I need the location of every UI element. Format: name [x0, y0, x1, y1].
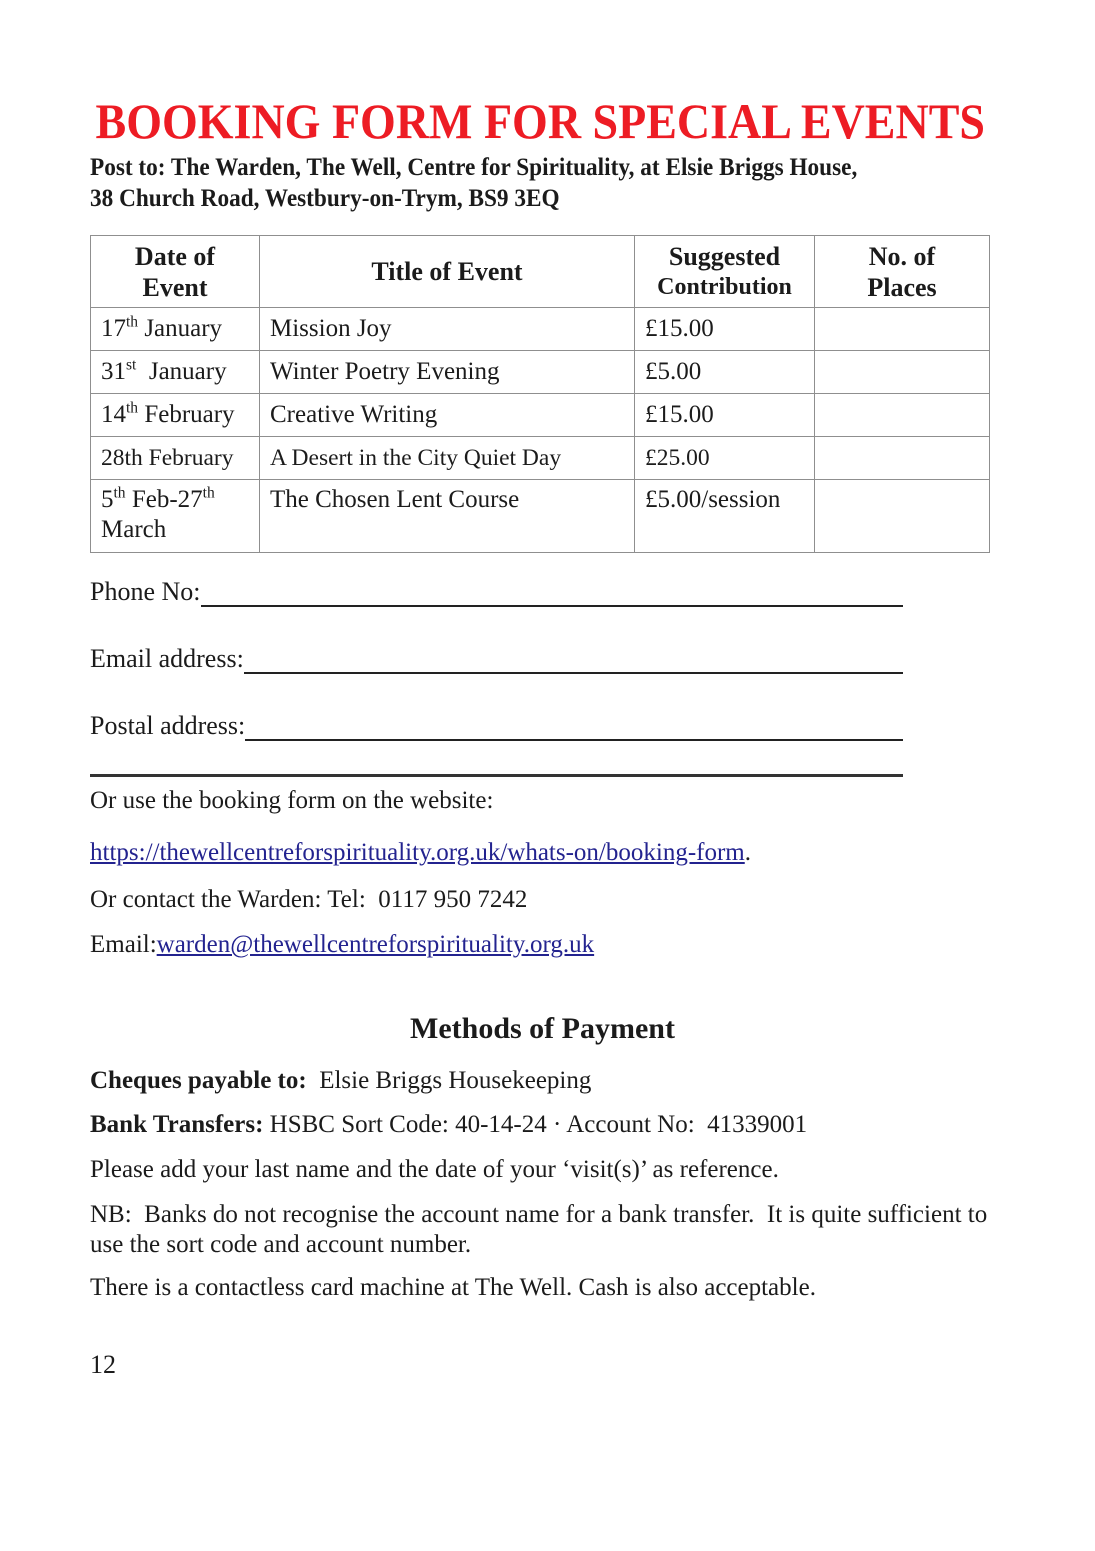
cell-title-of-event: Winter Poetry Evening: [260, 351, 635, 394]
table-row: [91, 351, 990, 394]
date-ordinal-suffix: st: [126, 356, 137, 374]
post-to-line1: Post to: The Warden, The Well, Centre for Spirituality, at Elsie Briggs House,: [90, 154, 858, 181]
date-text: 14: [101, 401, 126, 428]
cheques-value: Elsie Briggs Housekeeping: [306, 1067, 592, 1094]
card-machine-note: There is a contactless card machine at The Well. Cash is also acceptable.: [90, 1274, 816, 1301]
cell-no-of-places[interactable]: [815, 480, 990, 553]
email-input-line[interactable]: [244, 640, 903, 674]
bank-transfers-line: [90, 1110, 995, 1140]
cheques-label: Cheques payable to:: [90, 1067, 307, 1094]
cell-suggested-contribution: £15.00: [635, 394, 815, 437]
booking-form-link-line: [90, 838, 995, 868]
phone-field: [90, 573, 903, 607]
postal-continuation-line[interactable]: [90, 774, 903, 777]
cell-suggested-contribution: £25.00: [635, 437, 815, 480]
table-row: [91, 480, 990, 553]
reference-note: Please add your last name and the date of your ‘visit(s)’ as reference.: [90, 1156, 779, 1183]
booking-form-link[interactable]: https://thewellcentreforspirituality.org.uk/whats-on/booking-form: [90, 839, 745, 866]
cheques-line: [90, 1066, 995, 1096]
cell-title-of-event: Mission Joy: [260, 308, 635, 351]
email-field: [90, 640, 903, 674]
cell-no-of-places[interactable]: [815, 394, 990, 437]
page-number: 12: [90, 1350, 116, 1379]
phone-input-line[interactable]: [201, 573, 904, 607]
date-ordinal-suffix: th: [126, 399, 139, 417]
phone-label: Phone No:: [90, 577, 201, 606]
header-date-of-event: Date of Event: [91, 236, 260, 308]
warden-email-line: [90, 930, 995, 960]
date-ordinal-suffix: th: [113, 484, 126, 502]
date-text: Feb-27: [125, 486, 203, 513]
cell-title-of-event: A Desert in the City Quiet Day: [260, 437, 635, 480]
events-table-body: [91, 308, 990, 553]
warden-contact-line: Or contact the Warden: Tel: 0117 950 7242: [90, 886, 528, 913]
bank-transfers-label: Bank Transfers:: [90, 1111, 264, 1138]
cell-date-of-event: [91, 308, 260, 351]
page-title: BOOKING FORM FOR SPECIAL EVENTS: [95, 93, 985, 149]
website-intro: Or use the booking form on the website:: [90, 787, 494, 814]
date-ordinal-suffix: th: [126, 313, 139, 331]
table-header-row: [91, 236, 990, 308]
table-row: [91, 394, 990, 437]
cell-no-of-places[interactable]: [815, 437, 990, 480]
cell-suggested-contribution: £5.00/session: [635, 480, 815, 553]
warden-email-link[interactable]: warden@thewellcentreforspirituality.org.uk: [156, 931, 595, 958]
header-no-of-places: No. of Places: [815, 236, 990, 308]
cell-date-of-event: [91, 437, 260, 480]
methods-of-payment-heading: Methods of Payment: [410, 1012, 675, 1045]
date-text: 28th February: [101, 445, 234, 471]
email-label: Email address:: [90, 644, 244, 673]
link-suffix: .: [744, 839, 751, 866]
cell-no-of-places[interactable]: [815, 351, 990, 394]
cell-title-of-event: Creative Writing: [260, 394, 635, 437]
cell-date-of-event: [91, 394, 260, 437]
postal-label: Postal address:: [90, 711, 246, 740]
cell-no-of-places[interactable]: [815, 308, 990, 351]
contact-fields: [90, 573, 995, 777]
cell-suggested-contribution: £5.00: [635, 351, 815, 394]
date-text: 17: [101, 315, 126, 342]
cell-suggested-contribution: £15.00: [635, 308, 815, 351]
date-ordinal-suffix: th: [202, 484, 215, 502]
post-to-line2: 38 Church Road, Westbury-on-Trym, BS9 3EQ: [90, 185, 560, 212]
post-to-address: [90, 152, 932, 214]
nb-note: NB: Banks do not recognise the account name for a bank transfer. It is quite sufficient to use the sort code and account number.: [90, 1201, 988, 1258]
cell-title-of-event: The Chosen Lent Course: [260, 480, 635, 553]
table-row: [91, 437, 990, 480]
bank-transfers-value: HSBC Sort Code: 40-14-24 · Account No: 41339001: [263, 1111, 808, 1138]
cell-date-of-event: [91, 480, 260, 553]
postal-input-line[interactable]: [245, 707, 903, 741]
date-text: February: [138, 401, 235, 428]
warden-email-label: Email:: [90, 931, 157, 958]
table-row: [91, 308, 990, 351]
header-suggested-contribution: Suggested Contribution: [635, 236, 815, 308]
header-title-of-event: Title of Event: [260, 236, 635, 308]
date-text: March: [101, 516, 167, 543]
date-text: 31: [101, 358, 126, 385]
cell-date-of-event: [91, 351, 260, 394]
postal-field: [90, 707, 903, 741]
events-table: [90, 235, 990, 553]
date-text: 5: [101, 486, 114, 513]
date-text: January: [138, 315, 223, 342]
date-text: January: [136, 358, 227, 385]
